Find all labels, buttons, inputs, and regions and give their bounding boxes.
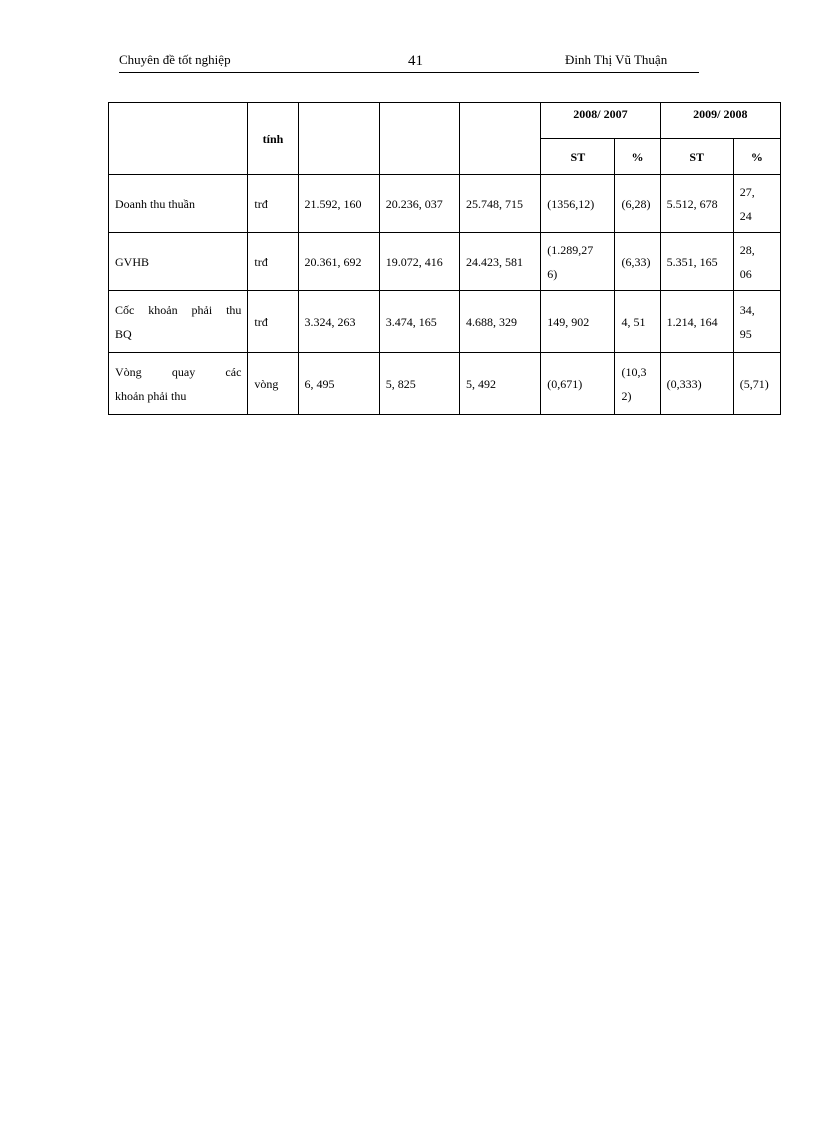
row-label-line-2: khoản phải thu	[115, 388, 187, 403]
row-value-2008: 20.236, 037	[379, 175, 459, 233]
row-pct-2-line-2: 24	[739, 208, 752, 223]
page-header	[119, 52, 699, 73]
row-pct-2-line-1: 28,	[739, 242, 755, 257]
row-value-2007: 3.324, 263	[298, 291, 379, 353]
header-cell-2008	[379, 103, 459, 175]
row-st-1-line-2: 6)	[547, 266, 558, 281]
row-st-1: (1356,12)	[541, 175, 615, 233]
header-cell-unit: tính	[248, 103, 298, 175]
header-author: Đinh Thị Vũ Thuận	[565, 52, 668, 67]
row-value-2007: 21.592, 160	[298, 175, 379, 233]
row-st-2: (0,333)	[660, 353, 733, 415]
row-st-2: 5.512, 678	[660, 175, 733, 233]
row-st-1: (0,671)	[541, 353, 615, 415]
row-value-2009: 25.748, 715	[460, 175, 541, 233]
row-st-1	[541, 233, 615, 291]
row-value-2009: 24.423, 581	[460, 233, 541, 291]
header-title: Chuyên đề tốt nghiệp	[119, 52, 231, 67]
header-cell-st-2: ST	[660, 139, 733, 175]
data-table	[108, 102, 781, 415]
row-st-1: 149, 902	[541, 291, 615, 353]
row-pct-1: (6,28)	[615, 175, 660, 233]
row-unit: trđ	[248, 233, 298, 291]
row-pct-2-line-2: 06	[739, 266, 752, 281]
row-st-2: 5.351, 165	[660, 233, 733, 291]
row-value-2007: 20.361, 692	[298, 233, 379, 291]
row-pct-2: (5,71)	[733, 353, 780, 415]
row-pct-2-line-1: 34,	[739, 302, 755, 317]
row-value-2008: 5, 825	[379, 353, 459, 415]
header-cell-2007	[298, 103, 379, 175]
header-cell-period-2: 2009/ 2008	[660, 103, 780, 139]
table-row	[109, 175, 781, 233]
row-value-2009: 4.688, 329	[460, 291, 541, 353]
row-value-2009: 5, 492	[460, 353, 541, 415]
table-row	[109, 233, 781, 291]
row-pct-2-line-1: 27,	[739, 184, 755, 199]
row-label-line-1: Cốc khoản phải thu	[115, 302, 242, 317]
table-row	[109, 353, 781, 415]
table-row	[109, 291, 781, 353]
row-pct-1: 4, 51	[615, 291, 660, 353]
row-value-2008: 19.072, 416	[379, 233, 459, 291]
header-row-1	[109, 103, 781, 139]
row-pct-2	[733, 233, 780, 291]
row-label	[109, 353, 248, 415]
row-label-line-1: Vòng quay các	[115, 364, 242, 379]
row-pct-2	[733, 291, 780, 353]
row-pct-1: (6,33)	[615, 233, 660, 291]
page-number: 41	[408, 53, 423, 69]
header-cell-pct-2: %	[733, 139, 780, 175]
row-pct-1	[615, 353, 660, 415]
row-pct-1-line-2: 2)	[621, 388, 632, 403]
row-label	[109, 291, 248, 353]
row-label: GVHB	[109, 233, 248, 291]
header-cell-2009	[460, 103, 541, 175]
header-cell-period-1: 2008/ 2007	[541, 103, 660, 139]
row-label: Doanh thu thuần	[109, 175, 248, 233]
header-cell-indicator	[109, 103, 248, 175]
row-value-2008: 3.474, 165	[379, 291, 459, 353]
row-label-line-2: BQ	[115, 326, 132, 341]
header-cell-pct-1: %	[615, 139, 660, 175]
row-pct-2-line-2: 95	[739, 326, 752, 341]
row-st-2: 1.214, 164	[660, 291, 733, 353]
row-value-2007: 6, 495	[298, 353, 379, 415]
row-unit: trđ	[248, 175, 298, 233]
row-pct-2	[733, 175, 780, 233]
row-st-1-line-1: (1.289,27	[547, 242, 594, 257]
header-cell-st-1: ST	[541, 139, 615, 175]
row-unit: vòng	[248, 353, 298, 415]
row-unit: trđ	[248, 291, 298, 353]
row-pct-1-line-1: (10,3	[621, 364, 647, 379]
